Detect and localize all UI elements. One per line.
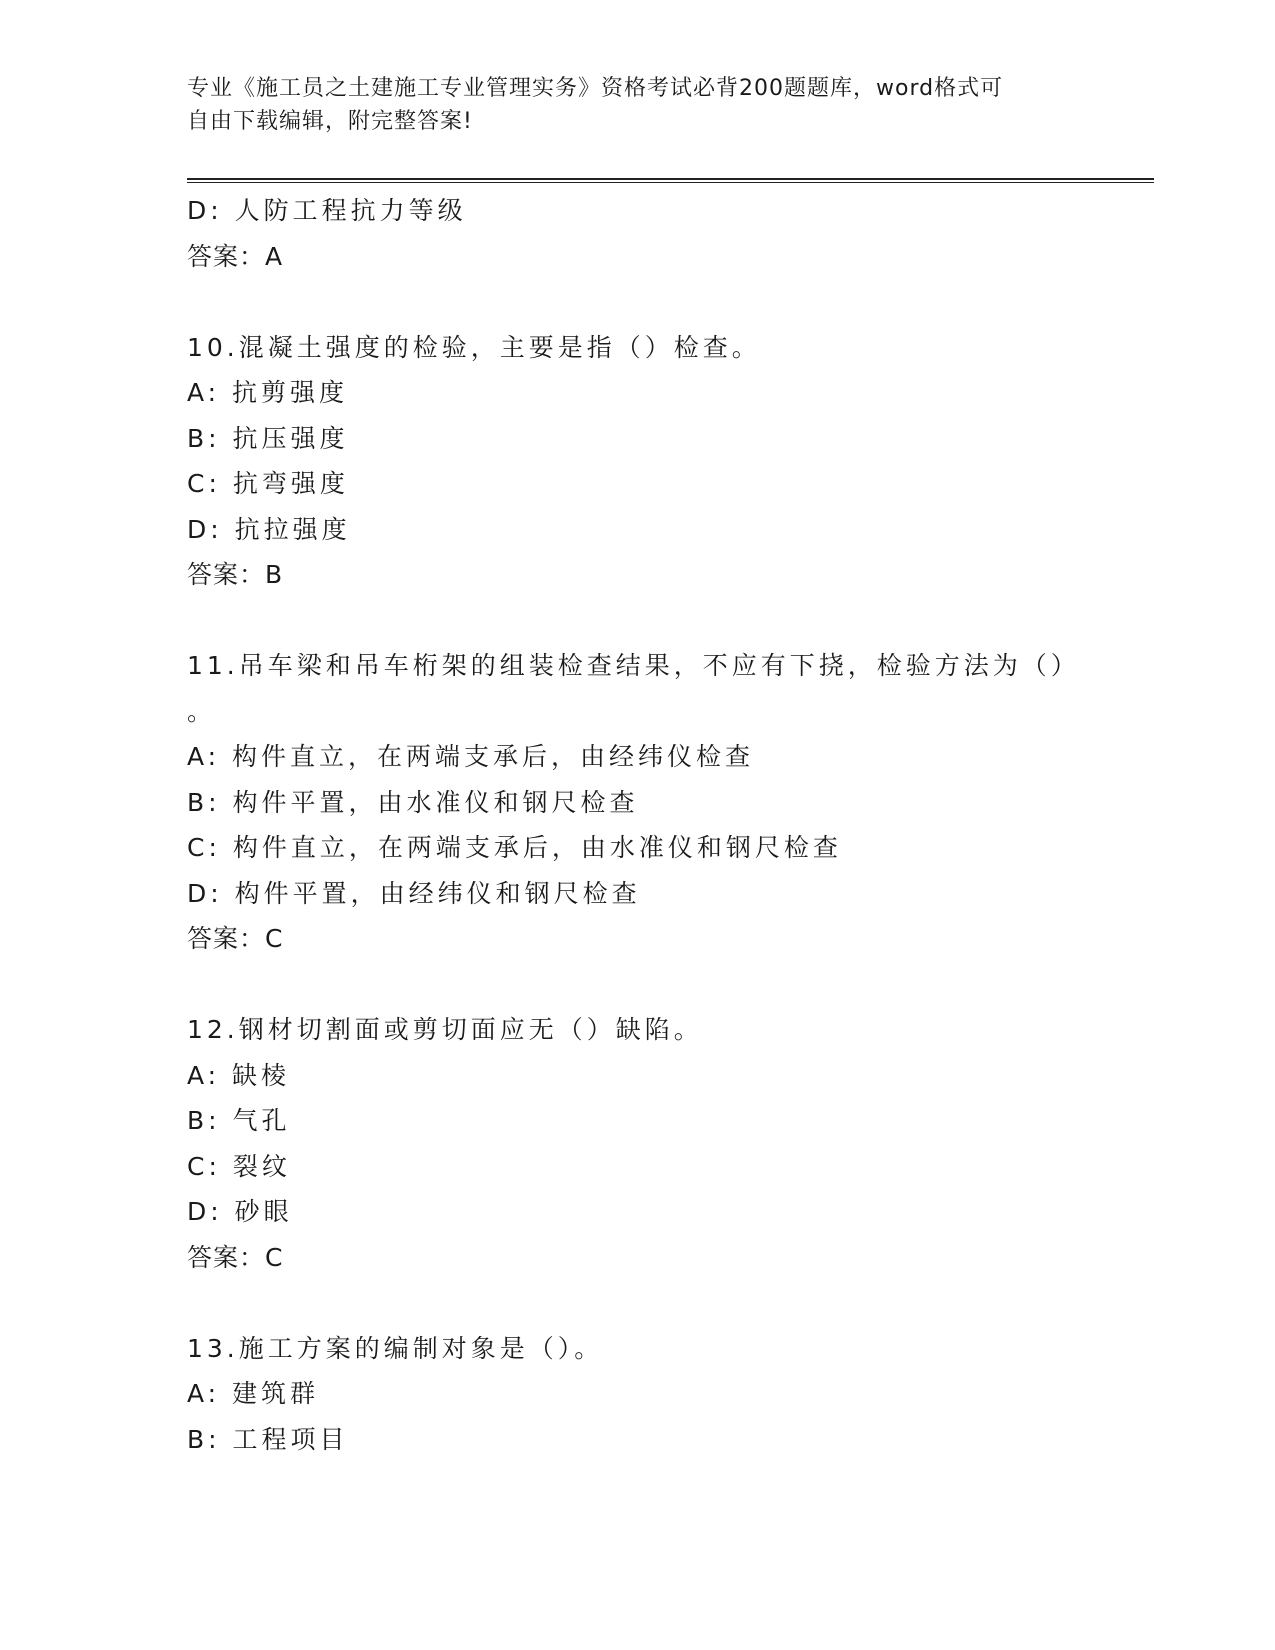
option-a: A: 构件直立，在两端支承后，由经纬仪检查 (187, 742, 755, 771)
answer-line: 答案：A (187, 241, 284, 271)
header-line-2: 自由下载编辑，附完整答案! (187, 109, 473, 134)
previous-question-tail (187, 188, 1147, 279)
question-stem: 10.混凝土强度的检验，主要是指（）检查。 (187, 332, 761, 362)
question-12 (187, 1007, 1147, 1280)
question-11 (187, 643, 1147, 962)
option-c: C: 构件直立，在两端支承后，由水准仪和钢尺检查 (187, 833, 842, 862)
option-a: A: 抗剪强度 (187, 378, 349, 407)
answer-line: 答案：C (187, 1242, 284, 1272)
question-13 (187, 1326, 1147, 1463)
question-stem: 11.吊车梁和吊车桁架的组装检查结果，不应有下挠，检验方法为（） (187, 651, 1080, 680)
option-c: C: 抗弯强度 (187, 469, 349, 498)
question-stem: 12.钢材切割面或剪切面应无（）缺陷。 (187, 1015, 703, 1044)
option-b: B: 抗压强度 (187, 423, 349, 453)
question-10 (187, 325, 1147, 598)
document-header (187, 72, 1067, 138)
question-stem: 13.施工方案的编制对象是（）。 (187, 1333, 604, 1363)
option-b: B: 构件平置，由水准仪和钢尺检查 (187, 787, 639, 817)
header-line-1: 专业《施工员之土建施工专业管理实务》资格考试必背200题题库，word格式可 (187, 76, 1004, 101)
option-a: A: 缺棱 (187, 1060, 291, 1090)
option-b: B: 气孔 (187, 1106, 291, 1135)
option-d: D: 抗拉强度 (187, 514, 351, 544)
header-divider (187, 178, 1154, 183)
question-list (187, 188, 1147, 1462)
option-b: B: 工程项目 (187, 1424, 349, 1454)
option-c: C: 裂纹 (187, 1151, 291, 1181)
option-d: D: 人防工程抗力等级 (187, 196, 467, 225)
option-d: D: 构件平置，由经纬仪和钢尺检查 (187, 878, 641, 908)
answer-line: 答案：C (187, 924, 284, 953)
answer-line: 答案：B (187, 560, 284, 589)
option-d: D: 砂眼 (187, 1197, 293, 1226)
question-stem-continuation: 。 (187, 696, 217, 726)
option-a: A: 建筑群 (187, 1379, 320, 1408)
